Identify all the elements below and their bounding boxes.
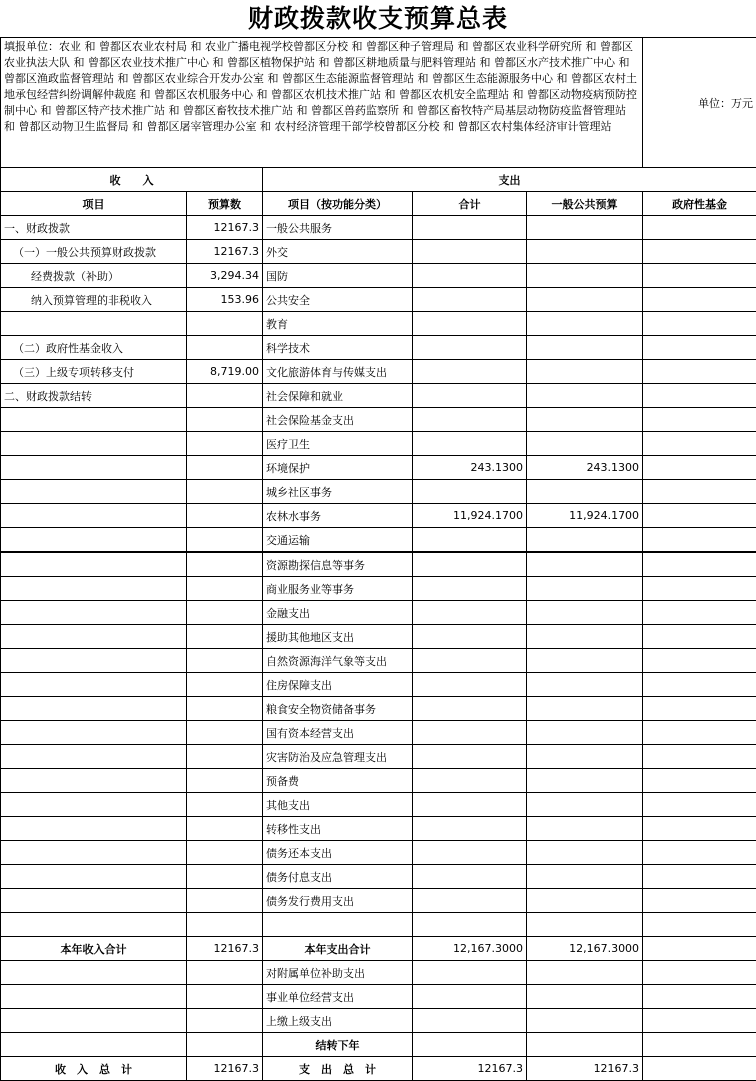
income-value-cell	[187, 336, 263, 360]
expense-fund-cell	[643, 456, 756, 480]
table-row	[1, 745, 756, 769]
expense-item-cell: 公共安全	[263, 288, 413, 312]
income-value-cell	[187, 456, 263, 480]
expense-general-cell	[527, 360, 643, 384]
income-value-cell	[187, 408, 263, 432]
header-row-1	[1, 168, 756, 192]
table-row	[1, 432, 756, 456]
expense-general-cell	[527, 913, 643, 937]
income-value-cell	[187, 817, 263, 841]
expense-item-cell: 灾害防治及应急管理支出	[263, 745, 413, 769]
income-value-cell	[187, 312, 263, 336]
expense-item-cell	[263, 913, 413, 937]
expense-fund-cell	[643, 769, 756, 793]
expense-fund-cell	[643, 625, 756, 649]
expense-fund-cell	[643, 552, 756, 577]
income-item-cell	[1, 625, 187, 649]
expense-general-cell	[527, 1009, 643, 1033]
table-row	[1, 528, 756, 553]
income-value-cell	[187, 432, 263, 456]
expense-fund-cell	[643, 841, 756, 865]
expense-general-cell	[527, 552, 643, 577]
filler-units: 填报单位：农业 和 曾都区农业农村局 和 农业广播电视学校曾都区分校 和 曾都区种子管理局 和 曾都区农业科学研究所 和 曾都区农业执法大队 和 曾都区农业技术推广中心 和 曾都区植物保护站 和 曾都区耕地质量与肥料管理站 和 曾都区水产技术推广中心 和 曾都区渔政监督管理站 和 曾都区农业综合开发办公室 和 曾都区生态能源监督管理站 和 曾都区生态能源服务中心 和 曾都区农村土地承包经营纠纷调解仲裁庭 和 曾都区农机服务中心 和 曾都区农机技术推广站 和 曾都区农机安全监理站 和 曾都区动物疫病预防控制中心 和 曾都区特产技术推广站 和 曾都区畜牧技术推广站 和 曾都区兽药监察所 和 曾都区畜牧特产局基层动物防疫监督管理站 和 曾都区动物卫生监督局 和 曾都区屠宰管理办公室 和 农村经济管理干部学校曾都区分校 和 曾都区农村集体经济审计管理站	[1, 38, 643, 168]
expense-item-cell: 债务还本支出	[263, 841, 413, 865]
table-row	[1, 240, 756, 264]
expense-header: 支出	[263, 168, 756, 192]
income-item-cell	[1, 1033, 187, 1057]
expense-total-cell	[413, 601, 527, 625]
info-row	[1, 38, 756, 168]
income-value-cell: 3,294.34	[187, 264, 263, 288]
income-item-cell	[1, 961, 187, 985]
income-item-cell	[1, 1009, 187, 1033]
header-row-2	[1, 192, 756, 216]
expense-total-cell	[413, 336, 527, 360]
income-item-cell: 经费拨款（补助）	[1, 264, 187, 288]
col-total: 合计	[413, 192, 527, 216]
expense-item-cell: 事业单位经营支出	[263, 985, 413, 1009]
expense-total-cell	[413, 913, 527, 937]
expense-item-cell: 上缴上级支出	[263, 1009, 413, 1033]
income-value-cell: 12167.3	[187, 240, 263, 264]
unit-label: 单位：万元	[643, 38, 756, 168]
expense-item-cell: 金融支出	[263, 601, 413, 625]
income-item-cell	[1, 793, 187, 817]
income-value-cell	[187, 528, 263, 553]
income-item-cell	[1, 408, 187, 432]
table-row	[1, 1057, 756, 1081]
expense-general-cell	[527, 889, 643, 913]
table-row	[1, 793, 756, 817]
table-row	[1, 913, 756, 937]
income-item-cell: 纳入预算管理的非税收入	[1, 288, 187, 312]
expense-item-cell: 对附属单位补助支出	[263, 961, 413, 985]
expense-fund-cell	[643, 504, 756, 528]
income-value-cell	[187, 745, 263, 769]
expense-total-cell	[413, 841, 527, 865]
table-row	[1, 721, 756, 745]
expense-item-cell: 一般公共服务	[263, 216, 413, 240]
income-item-cell	[1, 312, 187, 336]
expense-general-cell	[527, 841, 643, 865]
expense-fund-cell	[643, 1009, 756, 1033]
expense-fund-cell	[643, 216, 756, 240]
expense-fund-cell	[643, 817, 756, 841]
expense-general-cell	[527, 216, 643, 240]
expense-fund-cell	[643, 889, 756, 913]
expense-fund-cell	[643, 961, 756, 985]
income-item-cell	[1, 673, 187, 697]
income-value-cell	[187, 649, 263, 673]
expense-fund-cell	[643, 913, 756, 937]
expense-fund-cell	[643, 288, 756, 312]
income-value-cell	[187, 625, 263, 649]
expense-general-cell	[527, 601, 643, 625]
expense-total-cell	[413, 817, 527, 841]
expense-item-cell: 自然资源海洋气象等支出	[263, 649, 413, 673]
income-value-cell	[187, 480, 263, 504]
income-value-cell	[187, 601, 263, 625]
table-row	[1, 384, 756, 408]
expense-fund-cell	[643, 649, 756, 673]
expense-fund-cell	[643, 937, 756, 961]
expense-total-cell	[413, 793, 527, 817]
col-general: 一般公共预算	[527, 192, 643, 216]
expense-item-cell: 外交	[263, 240, 413, 264]
expense-total-cell	[413, 889, 527, 913]
table-row	[1, 312, 756, 336]
income-value-cell	[187, 1033, 263, 1057]
table-row	[1, 937, 756, 961]
expense-general-cell	[527, 769, 643, 793]
expense-item-cell: 环境保护	[263, 456, 413, 480]
income-value-cell	[187, 793, 263, 817]
expense-general-cell	[527, 432, 643, 456]
table-row	[1, 649, 756, 673]
income-item-cell	[1, 841, 187, 865]
table-row	[1, 577, 756, 601]
expense-total-cell	[413, 625, 527, 649]
expense-total-cell	[413, 721, 527, 745]
expense-item-cell: 科学技术	[263, 336, 413, 360]
income-item-cell	[1, 697, 187, 721]
income-value-cell	[187, 961, 263, 985]
income-item-cell	[1, 889, 187, 913]
expense-fund-cell	[643, 1057, 756, 1081]
expense-total-cell: 11,924.1700	[413, 504, 527, 528]
income-value-cell	[187, 721, 263, 745]
expense-fund-cell	[643, 745, 756, 769]
expense-general-cell	[527, 1033, 643, 1057]
table-row	[1, 841, 756, 865]
expense-fund-cell	[643, 1033, 756, 1057]
expense-item-cell: 资源勘探信息等事务	[263, 552, 413, 577]
expense-item-cell: 债务发行费用支出	[263, 889, 413, 913]
income-value-cell: 12167.3	[187, 1057, 263, 1081]
expense-total-cell	[413, 360, 527, 384]
expense-total-cell	[413, 673, 527, 697]
income-item-cell	[1, 769, 187, 793]
expense-general-cell	[527, 745, 643, 769]
expense-general-cell	[527, 721, 643, 745]
income-item-cell: 本年收入合计	[1, 937, 187, 961]
expense-item-cell: 援助其他地区支出	[263, 625, 413, 649]
budget-table	[0, 37, 756, 1081]
expense-fund-cell	[643, 528, 756, 553]
income-value-cell	[187, 841, 263, 865]
table-row	[1, 697, 756, 721]
income-value-cell	[187, 913, 263, 937]
income-item-cell: 二、财政拨款结转	[1, 384, 187, 408]
expense-general-cell	[527, 288, 643, 312]
expense-fund-cell	[643, 697, 756, 721]
expense-total-cell	[413, 240, 527, 264]
table-row	[1, 336, 756, 360]
expense-total-cell	[413, 649, 527, 673]
table-row	[1, 817, 756, 841]
income-item-cell	[1, 577, 187, 601]
table-row	[1, 504, 756, 528]
expense-total-cell	[413, 528, 527, 553]
income-value-cell: 8,719.00	[187, 360, 263, 384]
income-item-cell	[1, 721, 187, 745]
income-value-cell	[187, 985, 263, 1009]
expense-fund-cell	[643, 673, 756, 697]
table-row	[1, 625, 756, 649]
table-row	[1, 673, 756, 697]
expense-total-cell	[413, 985, 527, 1009]
expense-general-cell	[527, 264, 643, 288]
table-row	[1, 216, 756, 240]
expense-general-cell: 12,167.3000	[527, 937, 643, 961]
expense-general-cell	[527, 865, 643, 889]
expense-item-cell: 住房保障支出	[263, 673, 413, 697]
expense-general-cell: 243.1300	[527, 456, 643, 480]
expense-general-cell	[527, 480, 643, 504]
col-budget: 预算数	[187, 192, 263, 216]
expense-item-cell: 债务付息支出	[263, 865, 413, 889]
income-item-cell	[1, 817, 187, 841]
expense-item-cell: 文化旅游体育与传媒支出	[263, 360, 413, 384]
expense-general-cell	[527, 697, 643, 721]
income-value-cell	[187, 1009, 263, 1033]
expense-item-cell: 转移性支出	[263, 817, 413, 841]
expense-fund-cell	[643, 336, 756, 360]
income-item-cell: （二）政府性基金收入	[1, 336, 187, 360]
report-title: 财政拨款收支预算总表	[0, 0, 756, 37]
expense-general-cell	[527, 528, 643, 553]
expense-general-cell	[527, 817, 643, 841]
expense-item-cell: 交通运输	[263, 528, 413, 553]
expense-general-cell	[527, 408, 643, 432]
income-value-cell: 153.96	[187, 288, 263, 312]
expense-general-cell	[527, 312, 643, 336]
expense-item-cell: 社会保险基金支出	[263, 408, 413, 432]
expense-total-cell	[413, 432, 527, 456]
expense-item-cell: 社会保障和就业	[263, 384, 413, 408]
expense-general-cell	[527, 384, 643, 408]
expense-general-cell	[527, 985, 643, 1009]
income-item-cell	[1, 432, 187, 456]
expense-fund-cell	[643, 384, 756, 408]
table-row	[1, 456, 756, 480]
table-row	[1, 865, 756, 889]
income-item-cell	[1, 528, 187, 553]
expense-total-cell	[413, 264, 527, 288]
expense-total-cell: 12,167.3000	[413, 937, 527, 961]
col-gov-fund: 政府性基金	[643, 192, 756, 216]
expense-total-cell	[413, 769, 527, 793]
income-value-cell	[187, 697, 263, 721]
expense-fund-cell	[643, 985, 756, 1009]
expense-item-cell: 预备费	[263, 769, 413, 793]
expense-fund-cell	[643, 264, 756, 288]
table-row	[1, 769, 756, 793]
expense-total-cell	[413, 480, 527, 504]
expense-total-cell	[413, 745, 527, 769]
income-value-cell	[187, 384, 263, 408]
expense-total-cell	[413, 408, 527, 432]
income-header: 收 入	[1, 168, 263, 192]
table-row	[1, 264, 756, 288]
table-row	[1, 360, 756, 384]
expense-total-cell	[413, 384, 527, 408]
expense-item-cell: 商业服务业等事务	[263, 577, 413, 601]
table-row	[1, 1033, 756, 1057]
table-row	[1, 1009, 756, 1033]
expense-total-cell	[413, 577, 527, 601]
income-value-cell	[187, 865, 263, 889]
income-item-cell	[1, 865, 187, 889]
col-item: 项目	[1, 192, 187, 216]
income-item-cell: 收 入 总 计	[1, 1057, 187, 1081]
income-item-cell	[1, 456, 187, 480]
expense-item-cell: 粮食安全物资储备事务	[263, 697, 413, 721]
income-item-cell: （一）一般公共预算财政拨款	[1, 240, 187, 264]
income-value-cell	[187, 552, 263, 577]
income-item-cell	[1, 552, 187, 577]
expense-total-cell	[413, 312, 527, 336]
expense-item-cell: 国防	[263, 264, 413, 288]
col-func-item: 项目（按功能分类）	[263, 192, 413, 216]
table-row	[1, 480, 756, 504]
income-value-cell	[187, 769, 263, 793]
expense-fund-cell	[643, 793, 756, 817]
expense-total-cell	[413, 697, 527, 721]
table-row	[1, 552, 756, 577]
expense-fund-cell	[643, 240, 756, 264]
expense-fund-cell	[643, 432, 756, 456]
expense-total-cell	[413, 961, 527, 985]
expense-total-cell	[413, 1033, 527, 1057]
income-item-cell	[1, 745, 187, 769]
expense-item-cell: 其他支出	[263, 793, 413, 817]
expense-item-cell: 城乡社区事务	[263, 480, 413, 504]
expense-fund-cell	[643, 408, 756, 432]
expense-total-cell	[413, 1009, 527, 1033]
expense-general-cell	[527, 240, 643, 264]
expense-item-cell: 教育	[263, 312, 413, 336]
table-row	[1, 889, 756, 913]
expense-fund-cell	[643, 360, 756, 384]
income-value-cell	[187, 889, 263, 913]
expense-fund-cell	[643, 721, 756, 745]
expense-general-cell	[527, 577, 643, 601]
expense-general-cell	[527, 793, 643, 817]
expense-total-cell: 243.1300	[413, 456, 527, 480]
expense-item-cell: 医疗卫生	[263, 432, 413, 456]
income-item-cell	[1, 480, 187, 504]
expense-total-cell	[413, 216, 527, 240]
income-item-cell: 一、财政拨款	[1, 216, 187, 240]
expense-general-cell: 11,924.1700	[527, 504, 643, 528]
expense-general-cell	[527, 673, 643, 697]
income-value-cell	[187, 673, 263, 697]
expense-fund-cell	[643, 601, 756, 625]
expense-item-cell: 国有资本经营支出	[263, 721, 413, 745]
income-value-cell: 12167.3	[187, 937, 263, 961]
table-row	[1, 961, 756, 985]
expense-item-cell: 本年支出合计	[263, 937, 413, 961]
income-value-cell: 12167.3	[187, 216, 263, 240]
expense-fund-cell	[643, 865, 756, 889]
expense-total-cell	[413, 552, 527, 577]
income-item-cell: （三）上级专项转移支付	[1, 360, 187, 384]
expense-fund-cell	[643, 312, 756, 336]
income-item-cell	[1, 985, 187, 1009]
table-row	[1, 408, 756, 432]
expense-general-cell	[527, 649, 643, 673]
expense-total-cell: 12167.3	[413, 1057, 527, 1081]
expense-item-cell: 支 出 总 计	[263, 1057, 413, 1081]
income-value-cell	[187, 577, 263, 601]
income-item-cell	[1, 913, 187, 937]
expense-item-cell: 结转下年	[263, 1033, 413, 1057]
expense-fund-cell	[643, 577, 756, 601]
income-item-cell	[1, 504, 187, 528]
expense-total-cell	[413, 865, 527, 889]
income-value-cell	[187, 504, 263, 528]
table-row	[1, 985, 756, 1009]
expense-general-cell	[527, 625, 643, 649]
income-item-cell	[1, 601, 187, 625]
expense-general-cell	[527, 961, 643, 985]
table-row	[1, 288, 756, 312]
expense-general-cell: 12167.3	[527, 1057, 643, 1081]
expense-total-cell	[413, 288, 527, 312]
expense-general-cell	[527, 336, 643, 360]
table-row	[1, 601, 756, 625]
expense-item-cell: 农林水事务	[263, 504, 413, 528]
income-item-cell	[1, 649, 187, 673]
expense-fund-cell	[643, 480, 756, 504]
